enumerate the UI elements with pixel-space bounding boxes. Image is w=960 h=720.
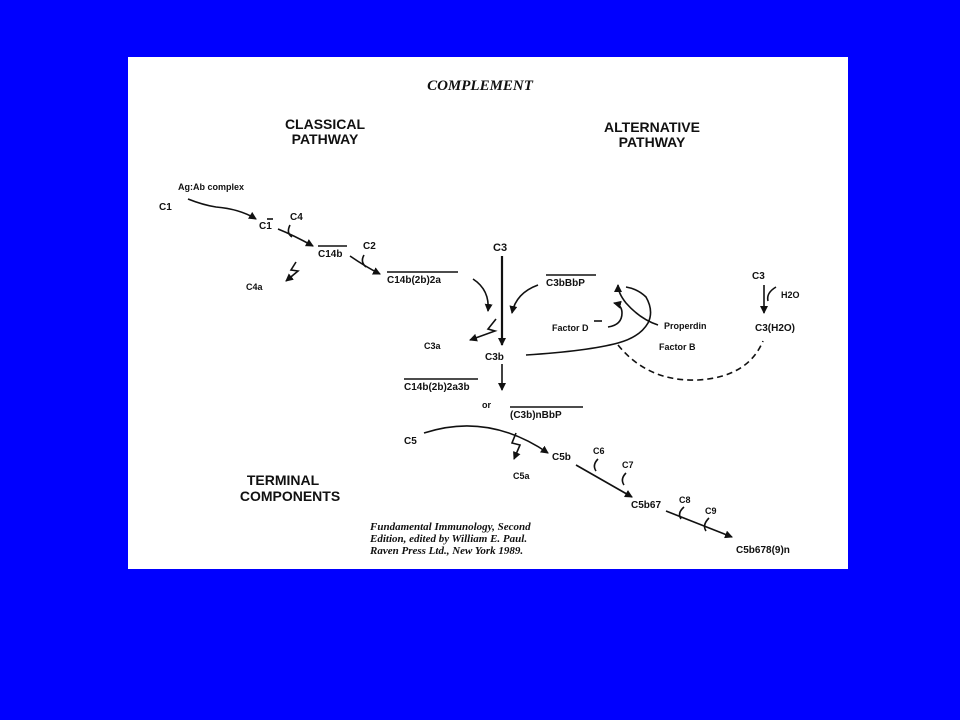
or-label: or — [482, 400, 491, 410]
c4a-label: C4a — [246, 282, 263, 292]
c5a-label: C5a — [513, 471, 530, 481]
hook-c9 — [705, 518, 709, 531]
terminal-heading-line1: TERMINAL — [246, 472, 320, 488]
factor-b-label: Factor B — [659, 342, 696, 352]
hook-c7 — [622, 473, 626, 485]
citation-line1: Fundamental Immunology, Second — [370, 521, 531, 533]
c3-central-label: C3 — [493, 242, 508, 254]
arrow-c3bbbp-to-c3b — [512, 285, 538, 313]
c3a-label: C3a — [424, 341, 441, 351]
c3-alt-label: C3 — [752, 271, 765, 282]
c1-label: C1 — [159, 202, 172, 213]
h2o-label: H2O — [781, 290, 800, 300]
hook-c6 — [594, 459, 598, 471]
c6-label: C6 — [593, 446, 605, 456]
citation-line2: Edition, edited by William E. Paul. — [370, 533, 528, 545]
hook-factor-d — [608, 303, 622, 327]
c3bbbp-label: C3bBbP — [546, 278, 585, 289]
factor-d-label: Factor D — [552, 323, 589, 333]
arrow-c5b67-to-mac — [666, 511, 732, 537]
c3b-feedback-curve — [526, 287, 651, 355]
arrow-c1-to-c1bar — [188, 199, 256, 219]
classical-heading-line2: PATHWAY — [291, 131, 359, 147]
arrow-c5-to-c5b — [424, 426, 548, 453]
c3h2o-label: C3(H2O) — [755, 323, 796, 334]
alternative-heading-line1: ALTERNATIVE — [604, 119, 700, 135]
citation-line3: Raven Press Ltd., New York 1989. — [370, 545, 524, 557]
title: COMPLEMENT — [427, 78, 533, 94]
c5b-label: C5b — [552, 452, 571, 463]
complement-diagram — [128, 57, 848, 569]
c2-label: C2 — [363, 241, 376, 252]
slide-panel — [128, 57, 848, 569]
alternative-heading-line2: PATHWAY — [618, 134, 686, 150]
classical-heading-line1: CLASSICAL — [284, 116, 366, 132]
c5b6789-label: C5b678(9)n — [736, 545, 790, 556]
hook-h2o — [768, 287, 776, 301]
terminal-heading-line2: COMPONENTS — [239, 488, 341, 504]
c8-label: C8 — [679, 495, 691, 505]
c3b-label: C3b — [485, 352, 504, 363]
ag-ab-complex-label: Ag:Ab complex — [178, 182, 245, 192]
c4-label: C4 — [290, 212, 303, 223]
c1-activated-label: C1 — [259, 221, 272, 232]
c5b67-label: C5b67 — [631, 500, 662, 511]
c14b2b2a-label: C14b(2b)2a — [387, 275, 441, 286]
c9-label: C9 — [705, 506, 717, 516]
c14b2b2a3b-label: C14b(2b)2a3b — [404, 382, 470, 393]
squiggle-c4a — [286, 262, 298, 281]
c3b-n-bbp-label: (C3b)nBbP — [510, 410, 562, 421]
properdin-label: Properdin — [664, 321, 707, 331]
c14b-label: C14b — [318, 249, 343, 260]
c7-label: C7 — [622, 460, 634, 470]
c5-label: C5 — [404, 436, 417, 447]
arrow-c1bar-to-c14b — [278, 229, 313, 246]
squiggle-c3a — [470, 319, 496, 340]
arrow-c14b2b2a-to-c3b — [473, 279, 488, 311]
